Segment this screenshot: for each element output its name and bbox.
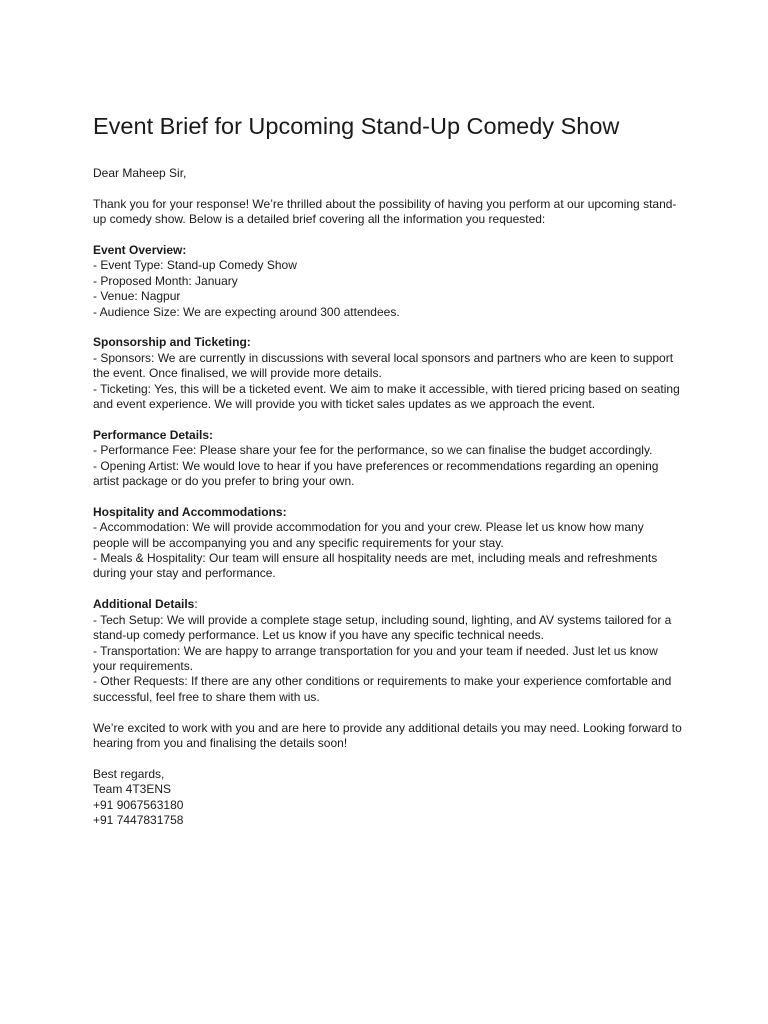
list-item: - Transportation: We are happy to arrange transportation for you and your team if needed. Just let us know your requirements. (93, 643, 658, 673)
list-item: - Performance Fee: Please share your fee for the performance, so we can finalise the budget accordingly. (93, 443, 653, 458)
list-item: - Venue: Nagpur (93, 289, 181, 304)
section-additional-details (93, 597, 683, 705)
intro-paragraph: Thank you for your response! We’re thrilled about the possibility of having you perform at our upcoming stand-up comedy show. Below is a detailed brief covering all the information you requested: (93, 196, 677, 227)
list-item: - Tech Setup: We will provide a complete stage setup, including sound, lighting, and AV systems tailored for a stand-up comedy performance. Let us know if you have any specific technical needs. (93, 612, 672, 643)
section-heading: Sponsorship and Ticketing: (93, 335, 251, 350)
closing-paragraph: We’re excited to work with you and are here to provide any additional details you may need. Looking forward to hearing from you and finalising the details soon! (93, 720, 682, 750)
section-heading: Additional Details (93, 597, 195, 612)
section-heading: Performance Details: (93, 427, 214, 442)
section-heading: Event Overview: (93, 243, 187, 257)
list-item: - Accommodation: We will provide accommodation for you and your crew. Please let us know how many people will be accompanying you and any specific requirements for your stay. (93, 520, 644, 550)
signature-block (93, 767, 683, 829)
section-event-overview (93, 243, 683, 320)
list-item: - Sponsors: We are currently in discussions with several local sponsors and partners who are keen to support the event. Once finalised, we will provide more details. (93, 350, 674, 381)
list-item: - Proposed Month: January (93, 273, 238, 288)
list-item: - Meals & Hospitality: Our team will ensure all hospitality needs are met, including meals and refreshments during your stay and performance. (93, 551, 658, 581)
section-sponsorship-ticketing (93, 335, 683, 412)
section-heading-suffix: : (194, 597, 198, 612)
greeting: Dear Maheep Sir, (93, 166, 187, 180)
section-heading: Hospitality and Accommodations: (93, 504, 287, 519)
list-item: - Ticketing: Yes, this will be a ticketed event. We aim to make it accessible, with tiered pricing based on seating and event experience. We will provide you with ticket sales updates as we approach the event. (93, 381, 680, 412)
list-item: - Opening Artist: We would love to hear if you have preferences or recommendations regarding an opening artist package or do you prefer to bring your own. (93, 458, 659, 489)
list-item: - Audience Size: We are expecting around 300 attendees. (93, 304, 400, 319)
document-body (93, 166, 683, 828)
signoff: Best regards, (93, 766, 165, 781)
phone-number-1: +91 9067563180 (93, 797, 184, 812)
phone-number-2: +91 7447831758 (93, 812, 184, 827)
list-item: - Event Type: Stand-up Comedy Show (93, 258, 297, 273)
document-title: Event Brief for Upcoming Stand-Up Comedy Show (93, 113, 620, 139)
list-item: - Other Requests: If there are any other conditions or requirements to make your experience comfortable and successful, feel free to share them with us. (93, 674, 672, 704)
section-performance-details (93, 428, 683, 490)
team-name: Team 4T3ENS (93, 782, 172, 797)
section-hospitality-accommodations (93, 505, 683, 582)
document-page (93, 112, 683, 828)
